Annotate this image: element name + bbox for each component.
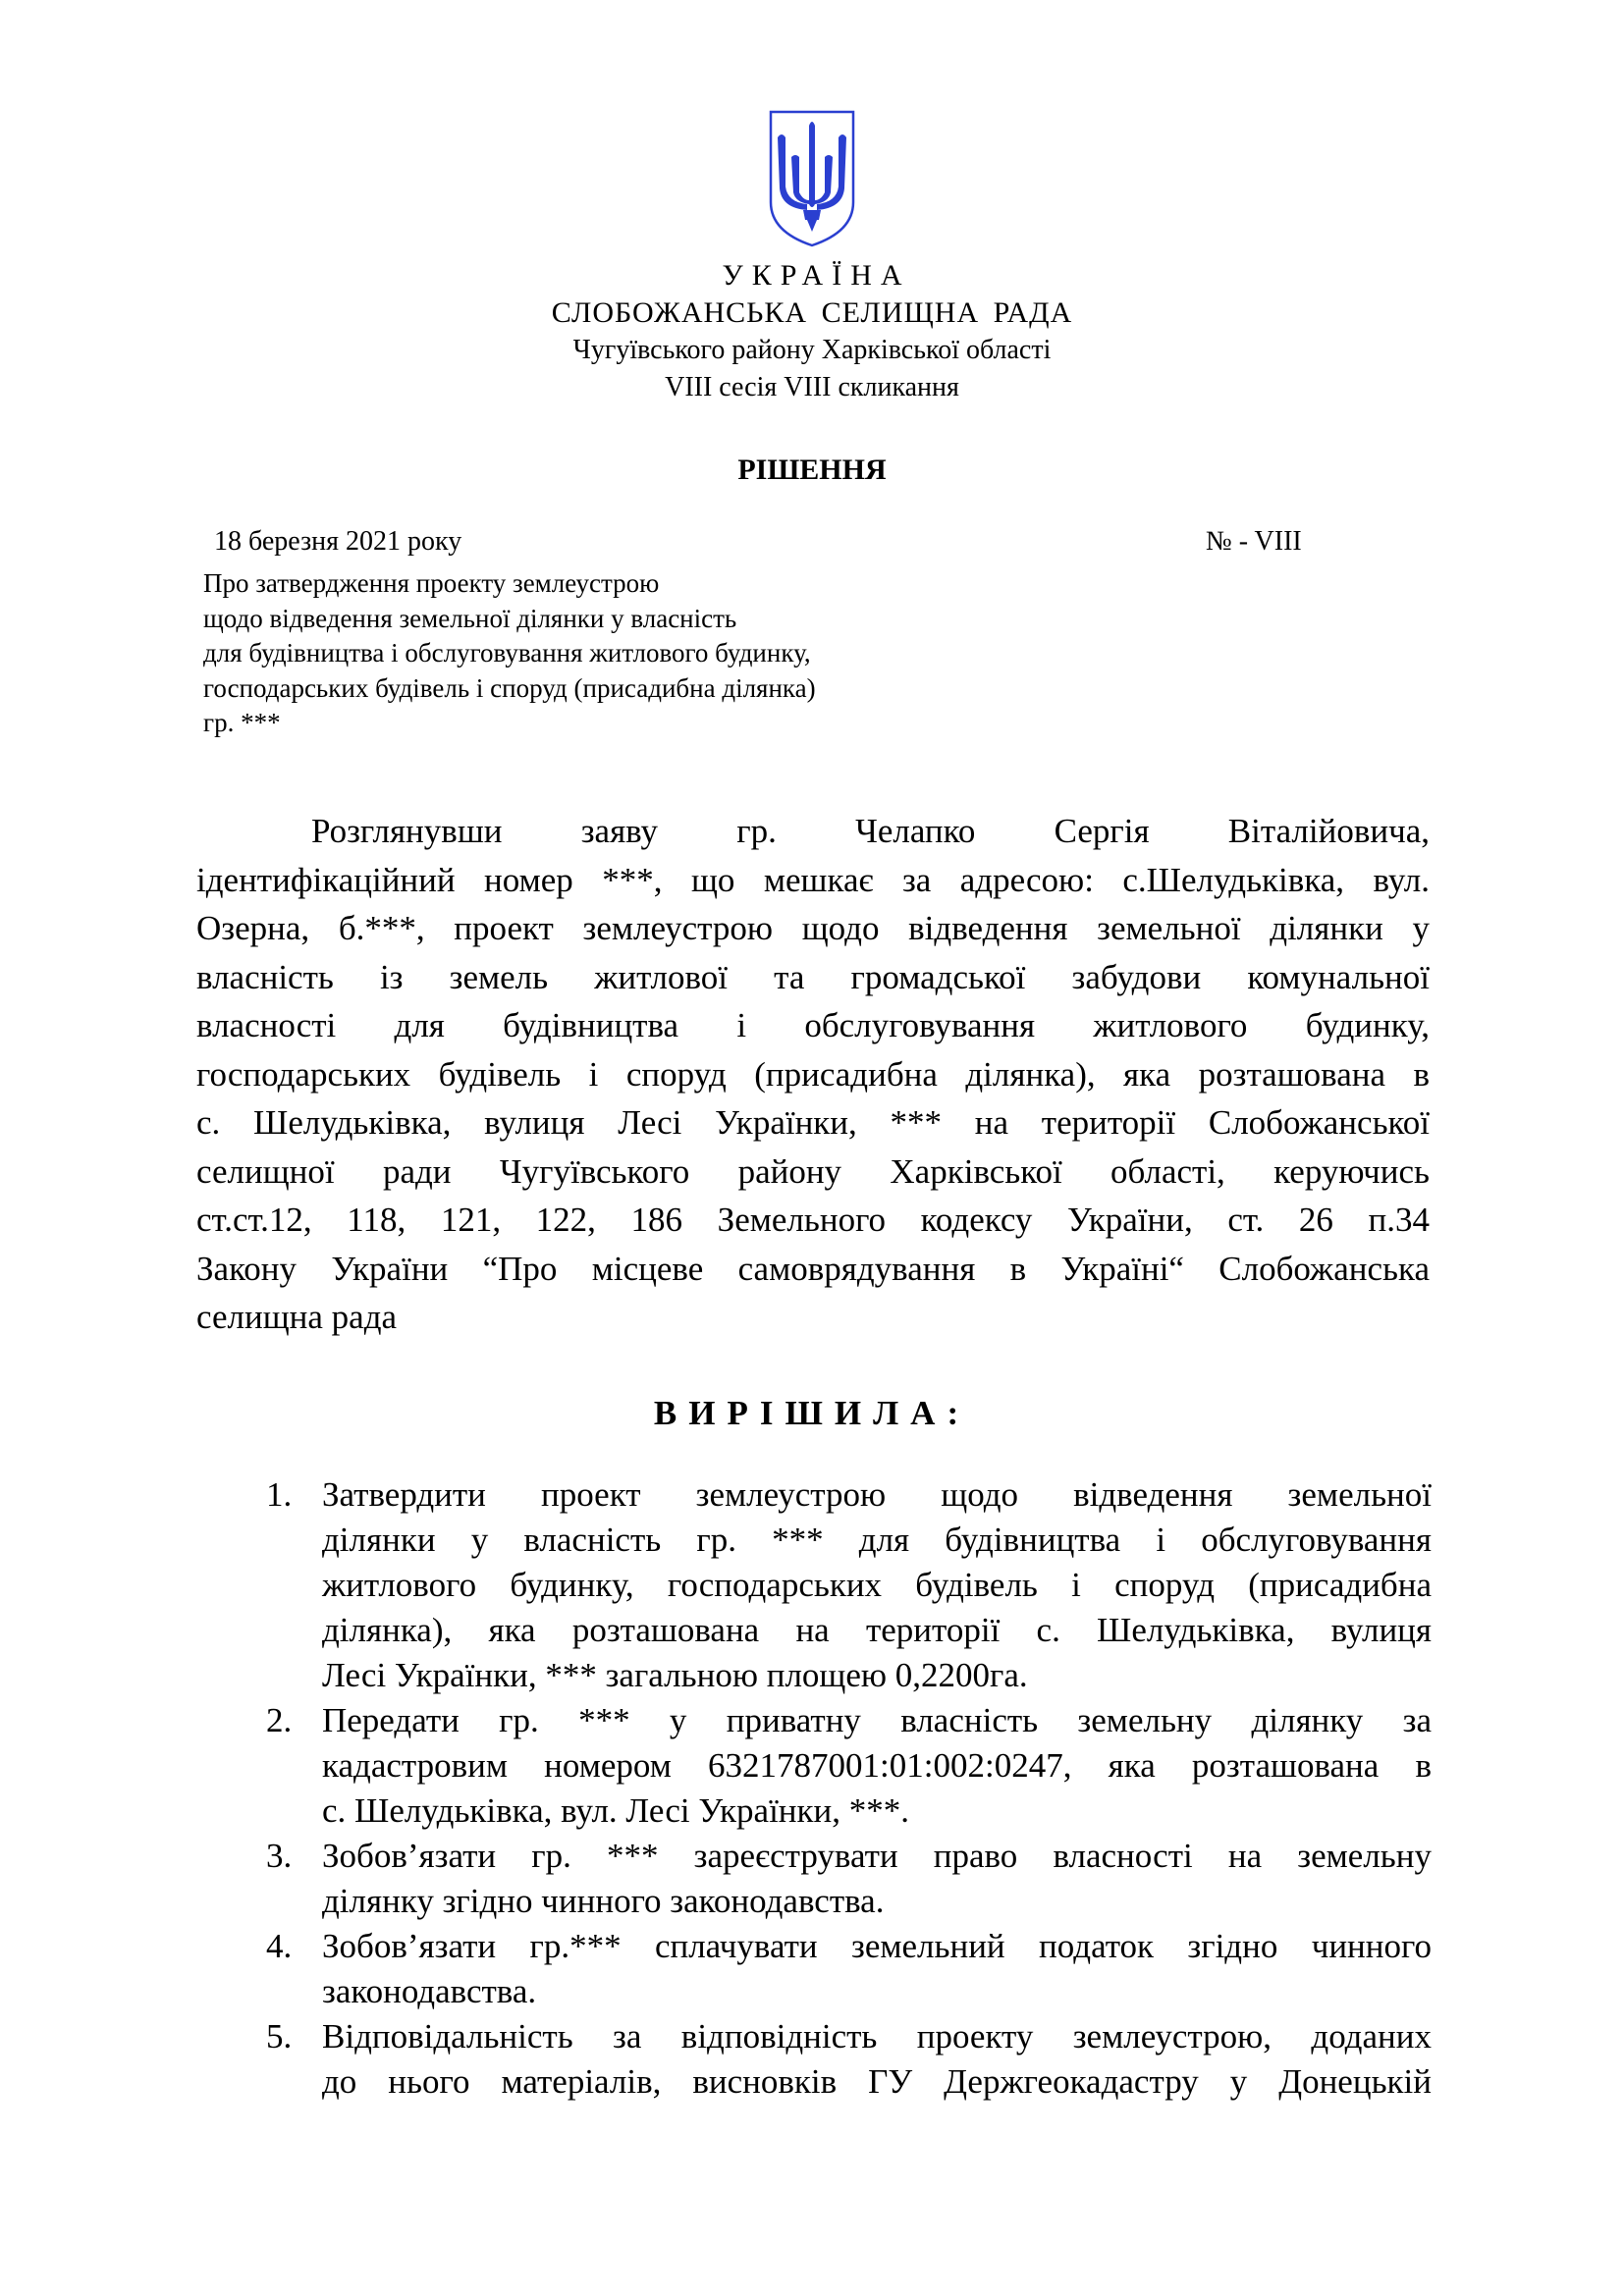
item-number: 4. bbox=[266, 1927, 293, 1965]
item-number: 2. bbox=[266, 1701, 293, 1739]
subject-line: господарських будівель і споруд (присадибна ділянка) bbox=[203, 672, 816, 703]
preamble-paragraph bbox=[196, 807, 1430, 1342]
item-number: 3. bbox=[266, 1837, 293, 1875]
trident-coat-of-arms-icon bbox=[766, 108, 858, 249]
decision-title: РІШЕННЯ bbox=[737, 454, 887, 486]
council-name: СЛОБОЖАНСЬКА СЕЛИЩНА РАДА bbox=[551, 296, 1073, 329]
item-line: до нього матеріалів, висновків ГУ Держгеокадастру у Донецькій bbox=[322, 2062, 1432, 2101]
preamble-line: Озерна, б.***, проект землеустрою щодо відведення земельної ділянки у bbox=[196, 909, 1430, 947]
item-line: Передати гр. *** у приватну власність земельну ділянку за bbox=[322, 1701, 1432, 1739]
resolved-heading: ВИРІШИЛА: bbox=[653, 1394, 971, 1432]
district-name: Чугуївського району Харківської області bbox=[572, 335, 1052, 365]
resolution-item bbox=[257, 1472, 1432, 1698]
item-line: законодавства. bbox=[322, 1972, 537, 2010]
preamble-line: господарських будівель і споруд (присадибна ділянка), яка розташована в bbox=[196, 1054, 1430, 1094]
subject-line: щодо відведення земельної ділянки у власність bbox=[203, 603, 737, 633]
subject-line: Про затвердження проекту землеустрою bbox=[203, 568, 660, 598]
resolution-item bbox=[257, 1924, 1432, 2014]
item-line: Лесі Українки, *** загальною площею 0,2200га. bbox=[322, 1656, 1028, 1694]
country-name: УКРАЇНА bbox=[722, 259, 911, 292]
subject-line: для будівництва і обслуговування житлового будинку, bbox=[203, 638, 811, 667]
item-line: Затвердити проект землеустрою щодо відведення земельної bbox=[322, 1475, 1432, 1514]
preamble-line: власність із земель житлової та громадської забудови комунальної bbox=[196, 957, 1430, 996]
preamble-line: ідентифікаційний номер ***, що мешкає за адресою: с.Шелудьківка, вул. bbox=[196, 860, 1430, 899]
item-line: житлового будинку, господарських будівель і споруд (присадибна bbox=[322, 1566, 1432, 1604]
item-line: ділянку згідно чинного законодавства. bbox=[322, 1882, 885, 1920]
decision-date: 18 березня 2021 року bbox=[214, 526, 462, 557]
subject-line: гр. *** bbox=[203, 708, 281, 737]
decision-subject bbox=[203, 566, 816, 741]
preamble-line: Закону України “Про місцеве самоврядування в Україні“ Слобожанська bbox=[196, 1249, 1430, 1288]
item-line: Зобов’язати гр. *** зареєструвати право власності на земельну bbox=[322, 1837, 1432, 1875]
session-info: VIII сесія VIII скликання bbox=[665, 372, 959, 402]
preamble-line: Розглянувши заяву гр. Челапко Сергія Віталійовича, bbox=[311, 812, 1430, 850]
item-number: 1. bbox=[266, 1475, 293, 1514]
preamble-line: власності для будівництва і обслуговування житлового будинку, bbox=[196, 1006, 1430, 1044]
item-line: Зобов’язати гр.*** сплачувати земельний податок згідно чинного bbox=[322, 1927, 1432, 1965]
item-number: 5. bbox=[266, 2017, 293, 2056]
preamble-line: с. Шелудьківка, вулиця Лесі Українки, *** на території Слобожанської bbox=[196, 1103, 1430, 1142]
item-line: ділянка), яка розташована на території с. Шелудьківка, вулиця bbox=[322, 1611, 1432, 1649]
preamble-line: ст.ст.12, 118, 121, 122, 186 Земельного кодексу України, ст. 26 п.34 bbox=[196, 1201, 1430, 1239]
decision-number: № - VIII bbox=[1206, 526, 1302, 557]
item-line: ділянки у власність гр. *** для будівництва і обслуговування bbox=[322, 1521, 1432, 1559]
preamble-line: селищна рада bbox=[196, 1298, 398, 1336]
document-header bbox=[0, 257, 1624, 406]
resolution-item bbox=[257, 1834, 1432, 1924]
item-line: кадастровим номером 6321787001:01:002:0247, яка розташована в bbox=[322, 1746, 1432, 1785]
item-line: с. Шелудьківка, вул. Лесі Українки, ***. bbox=[322, 1791, 910, 1830]
resolution-items bbox=[257, 1472, 1432, 2105]
resolution-item bbox=[257, 1698, 1432, 1834]
preamble-line: селищної ради Чугуївського району Харківської області, керуючись bbox=[196, 1151, 1430, 1191]
item-line: Відповідальність за відповідність проекту землеустрою, доданих bbox=[322, 2017, 1432, 2056]
resolution-item bbox=[257, 2014, 1432, 2105]
